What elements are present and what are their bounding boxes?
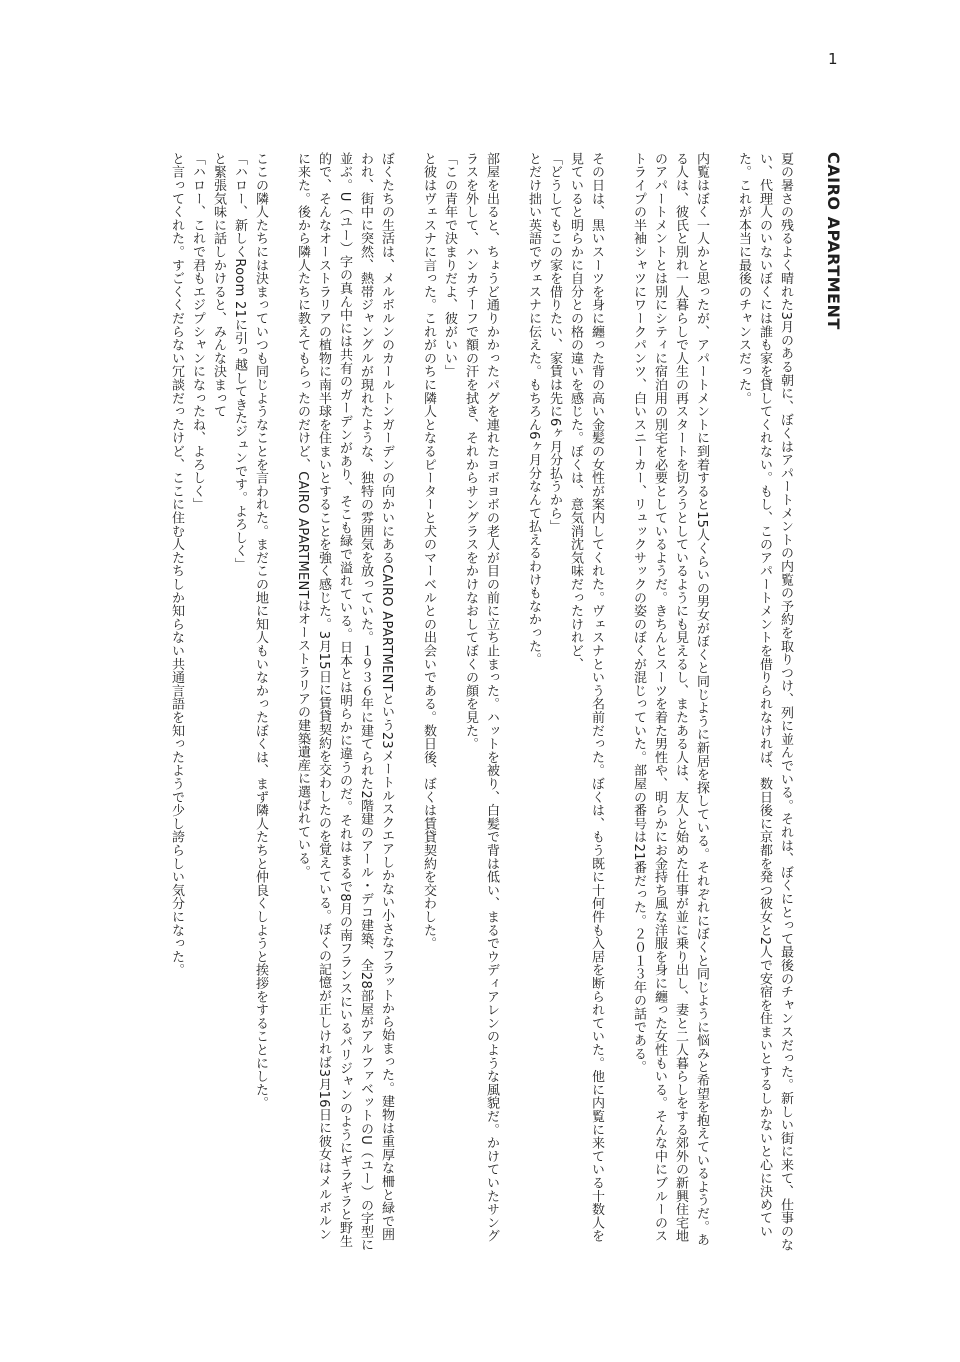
quote: 「ハロー、新しくRoom 21に引っ越してきたジュンです。よろしく」 bbox=[232, 152, 247, 571]
page-title: CAIRO APARTMENT bbox=[824, 152, 843, 330]
paragraph: と緊張気味に話しかけると、みんな決まって bbox=[211, 152, 226, 418]
body-text bbox=[116, 152, 796, 1252]
paragraph: 夏の暑さの残るよく晴れた3月のある朝に、ぼくはアパートメントの内覧の予約を取りつけ、列に並んでいる。それは、ぼくにとって最後のチャンスだった。新しい街に来て、仕事のない、代理人のいないぼくには誰も家を貸してくれない。もし、このアパートメントを借りられなければ、数日後に京都を発つ彼女と2人で安宿を住まいとするしかないと心に決めていた。これが本当に最後のチャンスだった。 bbox=[736, 152, 793, 1252]
paragraph: 部屋を出ると、ちょうど通りかかったパグを連れたヨボヨボの老人が目の前に立ち止まった。ハットを被り、白髪で背は低い、まるでウディアレンのような風貌だ。かけていたサングラスを外して、ハンカチーフで額の汗を拭き、それからサングラスをかけなおしてぼくの顔を見た。 bbox=[463, 152, 499, 1243]
quote: 「この青年で決まりだよ、彼がいい」 bbox=[442, 152, 457, 379]
page-number: 1 bbox=[828, 50, 838, 68]
paragraph: ここの隣人たちには決まっていつも同じようなことを言われた。まだこの地に知人もいなかったぼくは、まず隣人たちと仲良くしようと挨拶をすることにした。 bbox=[253, 152, 268, 1110]
paragraph: とだけ拙い英語でヴェスナに伝えた。もちろん6ヶ月分なんて払えるわけもなかった。 bbox=[526, 152, 541, 666]
paragraph: 内覧はぼく一人かと思ったが、アパートメントに到着すると15人くらいの男女がぼくと同じように新居を探している。それぞれにぼくと同じように悩みと希望を抱えているようだ。ある人は、彼氏と別れ一人暮らしで人生の再スタートを切ろうとしているようにも見えるし、またある人は、友人と始めた仕事が並に乗り出し、妻と二人暮らしをする郊外の新興住宅地のアパートメントとは別にシティに宿泊用の別宅を必要としているようだ。きちんとスーツを着た男性や、明らかにお金持ち風な洋服を身に纏った女性もいる。そんな中にブルーのストライプの半袖シャツにワークパンツ、白いスニーカー、リュックサックの姿のぼくが混じっていた。部屋の番号は21番だった。２０１３年の話である。 bbox=[631, 152, 709, 1247]
paragraph: その日は、黒いスーツを身に纏った背の高い金髪の女性が案内してくれた。ヴェスナという名前だった。ぼくは、もう既に十何件も入居を断られていた。他に内覧に来ている十数人を見ていると明らかに自分との格の違いを感じた。ぼくは、意気消沈気味だったけれど、 bbox=[568, 152, 604, 1243]
quote: 「どうしてもこの家を借りたい、家賃は先に6ヶ月分払うから」 bbox=[547, 152, 562, 533]
quote: 「ハロー、これで君もエジプシャンになったね、よろしく」 bbox=[190, 152, 205, 512]
paragraph: ぼくたちの生活は、メルボルンのカールトンガーデンの向かいにあるCAIRO APARTMENTという23メートルスクエアしかない小さなフラットから始まった。建物は重厚な柵と緑で囲われ、街中に突然、熱帯ジャングルが現れたような、独特の雰囲気を放っていた。１９３６年に建てられた2階建のアール・デコ建築、全28部屋がアルファベットのU（ユー）の字型に並ぶ。U（ユー）字の真ん中には共有のガーデンがあり、そこも緑で溢れている。日本とは明らかに違うのだ。それはまるで8月の南フランスにいるパリジャンのようにギラギラと野生的で、そんなオーストラリアの植物に南半球を住まいとすることを強く感じた。3月15日に賃貸契約を交わしたのを覚えている。ぼくの記憶が正しければ3月16日に彼女はメルボルンに来た。後から隣人たちに教えてもらったのだけど、CAIRO APARTMENTはオーストラリアの建築遺産に選ばれている。 bbox=[295, 152, 394, 1252]
paragraph: と彼はヴェスナに言った。これがのちに隣人となるピーターと犬のマーベルとの出会いである。数日後、ぼくは賃貸契約を交わした。 bbox=[421, 152, 436, 950]
paragraph: と言ってくれた。すごくくだらない冗談だったけど、ここに住む人たちしか知らない共通言語を知ったようで少し誇らしい気分になった。 bbox=[169, 152, 184, 977]
